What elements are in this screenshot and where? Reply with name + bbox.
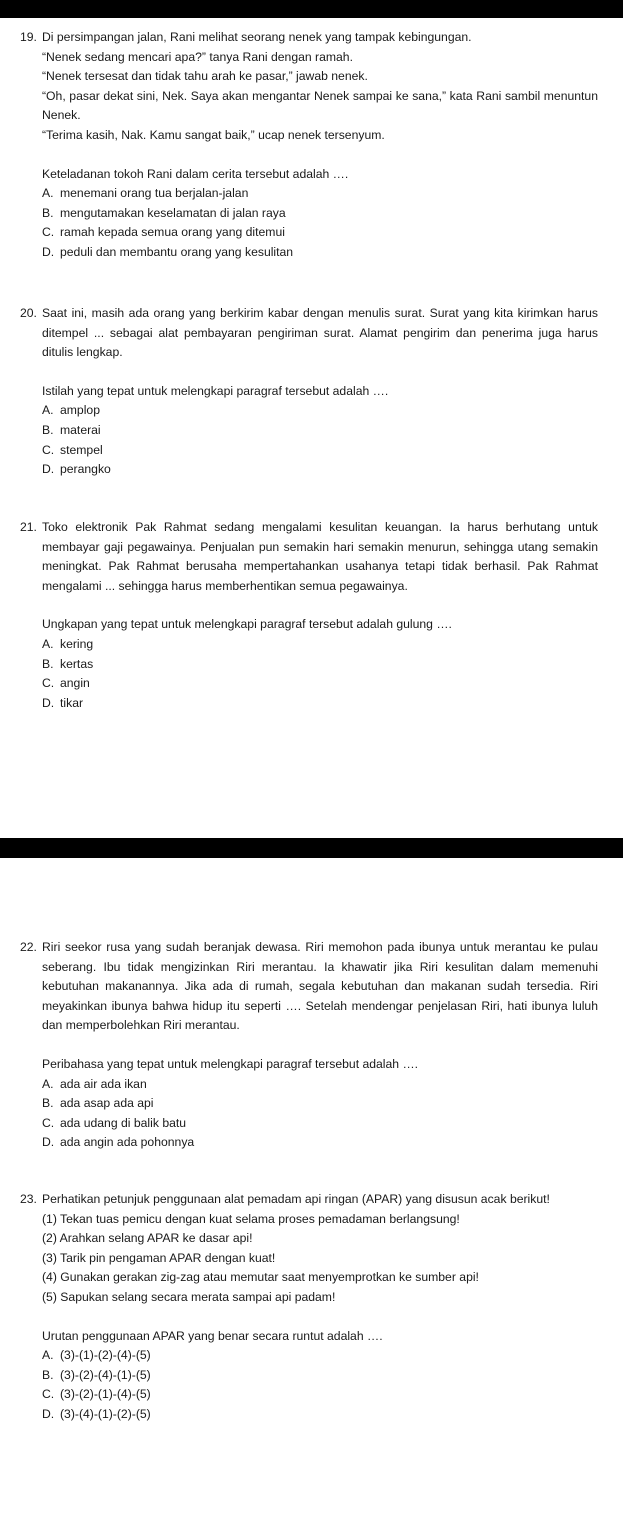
question-number: 19. (20, 30, 37, 44)
option-a[interactable] (42, 635, 598, 655)
option-label: A. (42, 186, 54, 201)
question-number: 21. (20, 520, 37, 534)
question-prompt: Keteladanan tokoh Rani dalam cerita tersebut adalah …. (42, 166, 349, 181)
instruction-step: (1) Tekan tuas pemicu dengan kuat selama proses pemadaman berlangsung! (42, 1211, 460, 1226)
option-text: angin (60, 676, 90, 691)
question-prompt: Ungkapan yang tepat untuk melengkapi paragraf tersebut adalah gulung …. (42, 617, 452, 632)
option-text: (3)-(1)-(2)-(4)-(5) (60, 1348, 151, 1363)
option-d[interactable] (42, 460, 598, 480)
question-paragraph: Toko elektronik Pak Rahmat sedang mengalami kesulitan keuangan. Ia harus berhutang untuk membayar gaji pegawainya. Penjualan pun semakin hari semakin menurun, sehingga utang semakin meningkat. Pak Rahmat berusaha mempertahankan usahanya tetapi tidak berhasil. Pak Rahmat mengalami ... sehingga harus memberhentikan semua pegawainya. (42, 520, 598, 593)
option-c[interactable] (42, 441, 598, 461)
option-text: amplop (60, 403, 100, 418)
answer-options (42, 184, 598, 262)
option-label: A. (42, 403, 54, 418)
answer-options (42, 401, 598, 479)
option-c[interactable] (42, 223, 598, 243)
question-prompt: Urutan penggunaan APAR yang benar secara runtut adalah …. (42, 1328, 383, 1343)
question-paragraph: Riri seekor rusa yang sudah beranjak dewasa. Riri memohon pada ibunya untuk merantau ke pulau seberang. Ibu tidak mengizinkan Riri merantau. Ia khawatir jika Riri kesulitan dalam memenuhi kebutuhan makanannya. Jika ada di rumah, segala kebutuhan dan makanan sudah tersedia. Riri meyakinkan ibunya bahwa hidup itu seperti …. Setelah mendengar penjelasan Riri, hati ibunya luluh dan memperbolehkan Riri merantau. (42, 940, 598, 1033)
question-paragraph: Di persimpangan jalan, Rani melihat seorang nenek yang tampak kebingungan. (42, 30, 472, 44)
option-a[interactable] (42, 401, 598, 421)
option-text: tikar (60, 695, 84, 710)
option-label: C. (42, 442, 55, 457)
option-label: D. (42, 695, 55, 710)
question-number: 23. (20, 1192, 37, 1206)
option-text: ada angin ada pohonnya (60, 1135, 195, 1150)
option-d[interactable] (42, 694, 598, 714)
option-label: B. (42, 1367, 54, 1382)
answer-options (42, 1346, 598, 1424)
question-paragraph: “Oh, pasar dekat sini, Nek. Saya akan mengantar Nenek sampai ke sana,” kata Rani sambil menuntun Nenek. (42, 88, 598, 123)
instruction-step: (3) Tarik pin pengaman APAR dengan kuat! (42, 1250, 276, 1265)
question-paragraph: Saat ini, masih ada orang yang berkirim kabar dengan menulis surat. Surat yang kita kirimkan harus ditempel ... sebagai alat pembayaran pengiriman surat. Alamat pengirim dan penerima juga harus ditulis lengkap. (42, 306, 598, 360)
option-text: mengutamakan keselamatan di jalan raya (60, 205, 286, 220)
instruction-step: (2) Arahkan selang APAR ke dasar api! (42, 1231, 253, 1246)
question-23 (20, 1190, 598, 1425)
option-text: ramah kepada semua orang yang ditemui (60, 225, 285, 240)
option-b[interactable] (42, 655, 598, 675)
question-22 (20, 938, 598, 1153)
option-label: C. (42, 1115, 55, 1130)
option-label: A. (42, 1076, 54, 1091)
option-text: kering (60, 636, 94, 651)
option-label: B. (42, 656, 54, 671)
option-label: A. (42, 1348, 54, 1363)
option-c[interactable] (42, 1385, 598, 1405)
option-label: C. (42, 1387, 55, 1402)
question-paragraph: “Nenek tersesat dan tidak tahu arah ke pasar,” jawab nenek. (42, 69, 368, 84)
question-21 (20, 518, 598, 713)
option-text: kertas (60, 656, 94, 671)
option-text: (3)-(4)-(1)-(2)-(5) (60, 1406, 151, 1421)
option-text: (3)-(2)-(4)-(1)-(5) (60, 1367, 151, 1382)
instruction-step: (4) Gunakan gerakan zig-zag atau memutar saat menyemprotkan ke sumber api! (42, 1270, 479, 1285)
question-20 (20, 304, 598, 480)
option-label: B. (42, 1096, 54, 1111)
instruction-steps (42, 1210, 598, 1308)
option-d[interactable] (42, 1133, 598, 1153)
option-c[interactable] (42, 1114, 598, 1134)
question-number: 22. (20, 940, 37, 954)
answer-options (42, 635, 598, 713)
question-paragraph: Perhatikan petunjuk penggunaan alat pemadam api ringan (APAR) yang disusun acak berikut! (42, 1192, 550, 1206)
option-label: C. (42, 676, 55, 691)
option-text: ada asap ada api (60, 1096, 154, 1111)
question-paragraph: “Terima kasih, Nak. Kamu sangat baik,” ucap nenek tersenyum. (42, 127, 385, 142)
option-b[interactable] (42, 204, 598, 224)
middle-black-bar (0, 838, 623, 858)
question-paragraph: “Nenek sedang mencari apa?” tanya Rani dengan ramah. (42, 49, 353, 64)
question-number: 20. (20, 306, 37, 320)
option-label: B. (42, 205, 54, 220)
option-label: C. (42, 225, 55, 240)
option-label: D. (42, 244, 55, 259)
instruction-step: (5) Sapukan selang secara merata sampai api padam! (42, 1289, 336, 1304)
option-label: A. (42, 636, 54, 651)
option-a[interactable] (42, 1346, 598, 1366)
option-b[interactable] (42, 1094, 598, 1114)
option-label: B. (42, 422, 54, 437)
option-text: materai (60, 422, 101, 437)
question-prompt: Istilah yang tepat untuk melengkapi paragraf tersebut adalah …. (42, 383, 389, 398)
option-a[interactable] (42, 1075, 598, 1095)
option-label: D. (42, 1135, 55, 1150)
answer-options (42, 1075, 598, 1153)
option-text: stempel (60, 442, 103, 457)
question-19 (20, 28, 598, 263)
option-label: D. (42, 1406, 55, 1421)
option-d[interactable] (42, 1405, 598, 1425)
option-text: menemani orang tua berjalan-jalan (60, 186, 249, 201)
option-text: peduli dan membantu orang yang kesulitan (60, 244, 294, 259)
option-text: ada udang di balik batu (60, 1115, 187, 1130)
question-prompt: Peribahasa yang tepat untuk melengkapi paragraf tersebut adalah …. (42, 1056, 419, 1071)
option-c[interactable] (42, 674, 598, 694)
option-b[interactable] (42, 421, 598, 441)
option-a[interactable] (42, 184, 598, 204)
top-black-bar (0, 0, 623, 18)
option-d[interactable] (42, 243, 598, 263)
option-b[interactable] (42, 1366, 598, 1386)
option-text: (3)-(2)-(1)-(4)-(5) (60, 1387, 151, 1402)
option-text: ada air ada ikan (60, 1076, 147, 1091)
option-text: perangko (60, 462, 111, 477)
option-label: D. (42, 462, 55, 477)
